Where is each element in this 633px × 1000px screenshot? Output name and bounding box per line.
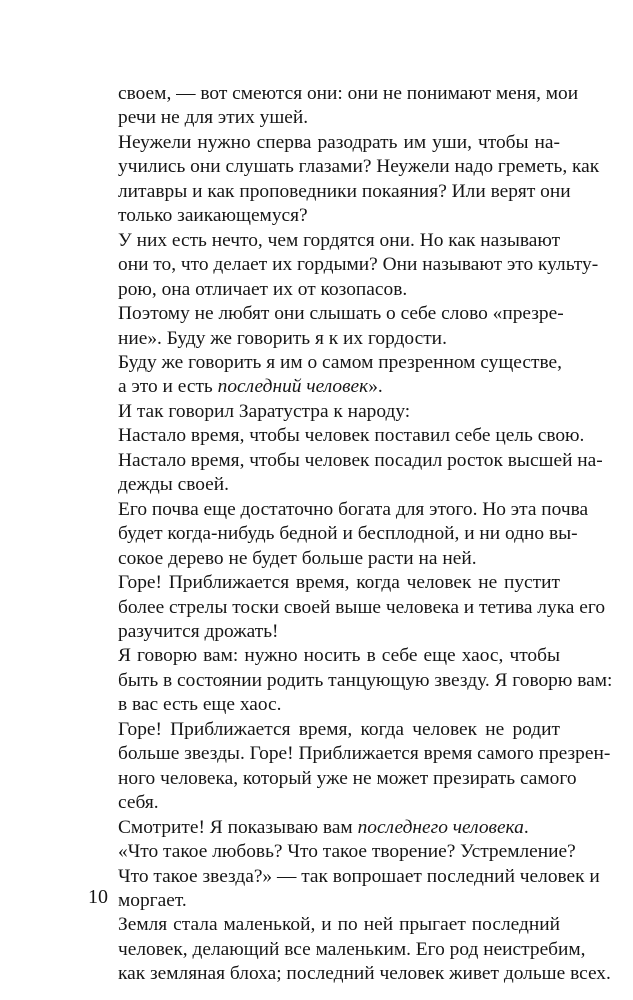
text-line: рою, она отличает их от козопасов. xyxy=(118,278,408,300)
text-line: человек, делающий все маленьким. Его род неистребим, xyxy=(118,938,586,960)
text-fragment: ». xyxy=(368,376,383,398)
text-line: только заикающемуся? xyxy=(118,205,308,227)
paragraph xyxy=(88,913,611,986)
text-line: разучится дрожать! xyxy=(118,620,279,642)
text-line: себя. xyxy=(118,792,159,814)
text-line: ного человека, который уже не может презирать самого xyxy=(118,767,577,789)
paragraph xyxy=(88,351,560,400)
text-line: более стрелы тоски своей выше человека и тетива лука его xyxy=(118,596,606,618)
text-line: У них есть нечто, чем гордятся они. Но как называют xyxy=(118,229,561,251)
text-line: своем, — вот смеются они: они не понимают меня, мои xyxy=(118,83,579,104)
text-line: как земляная блоха; последний человек живет дольше всех. xyxy=(118,963,611,985)
text-line: Горе! Приближается время, когда человек не родит xyxy=(118,718,560,740)
text-line: больше звезды. Горе! Приближается время самого презрен- xyxy=(118,743,611,765)
paragraph xyxy=(88,816,560,840)
paragraph xyxy=(88,571,606,644)
text-line: И так говорил Заратустра к народу: xyxy=(118,400,411,422)
text-line: литавры и как проповедники покаяния? Или верят они xyxy=(118,180,571,202)
text-fragment: Смотрите! Я показываю вам xyxy=(118,816,358,838)
paragraph xyxy=(88,840,600,913)
paragraph xyxy=(88,644,613,717)
text-line: Я говорю вам: нужно носить в себе еще хаос, чтобы xyxy=(118,645,560,667)
paragraph xyxy=(88,498,589,571)
text-line: быть в состоянии родить танцующую звезду. Я говорю вам: xyxy=(118,669,613,691)
paragraph xyxy=(88,718,611,816)
text-line: Буду же говорить я им о самом презренном существе, xyxy=(118,351,562,373)
page-text xyxy=(88,82,613,987)
text-line: они то, что делает их гордыми? Они называют это культу- xyxy=(118,254,599,276)
text-line: «Что такое любовь? Что такое творение? Устремление? xyxy=(118,841,576,863)
paragraph xyxy=(88,302,564,351)
text-line: Что такое звезда?» — так вопрошает последний человек и xyxy=(118,865,600,887)
text-line: сокое дерево не будет больше расти на ней. xyxy=(118,547,477,569)
text-line: дежды своей. xyxy=(118,474,230,496)
paragraph xyxy=(88,400,560,424)
text-line: Земля стала маленькой, и по ней прыгает последний xyxy=(118,914,560,936)
text-line: Настало время, чтобы человек посадил росток высшей на- xyxy=(118,449,603,471)
page-number: 10 xyxy=(88,886,108,908)
text-line: Его почва еще достаточно богата для этого. Но эта почва xyxy=(118,498,589,520)
text-line: учились они слушать глазами? Неужели надо греметь, как xyxy=(118,156,600,178)
text-line: Поэтому не любят они слышать о себе слово «презре- xyxy=(118,303,564,325)
emphasized-text: последний человек xyxy=(217,376,369,398)
text-fragment: . xyxy=(523,816,529,838)
paragraph xyxy=(88,131,600,229)
text-line: будет когда-нибудь бедной и бесплодной, и ни одно вы- xyxy=(118,523,578,545)
text-line xyxy=(88,816,560,840)
paragraph xyxy=(88,82,579,131)
text-line: моргает. xyxy=(118,889,187,911)
paragraph xyxy=(88,424,603,497)
emphasized-text: последнего человека xyxy=(357,816,524,838)
text-fragment: а это и есть xyxy=(118,376,218,398)
text-line: Настало время, чтобы человек поставил себе цель свою. xyxy=(118,425,585,447)
text-line: речи не для этих ушей. xyxy=(118,107,309,129)
text-line: Неужели нужно сперва разодрать им уши, чтобы на- xyxy=(118,131,560,153)
text-line: ние». Буду же говорить я к их гордости. xyxy=(118,327,447,349)
paragraph xyxy=(88,229,599,302)
text-line xyxy=(88,375,560,399)
text-line: в вас есть еще хаос. xyxy=(118,694,282,716)
text-line: Горе! Приближается время, когда человек не пустит xyxy=(118,572,560,594)
